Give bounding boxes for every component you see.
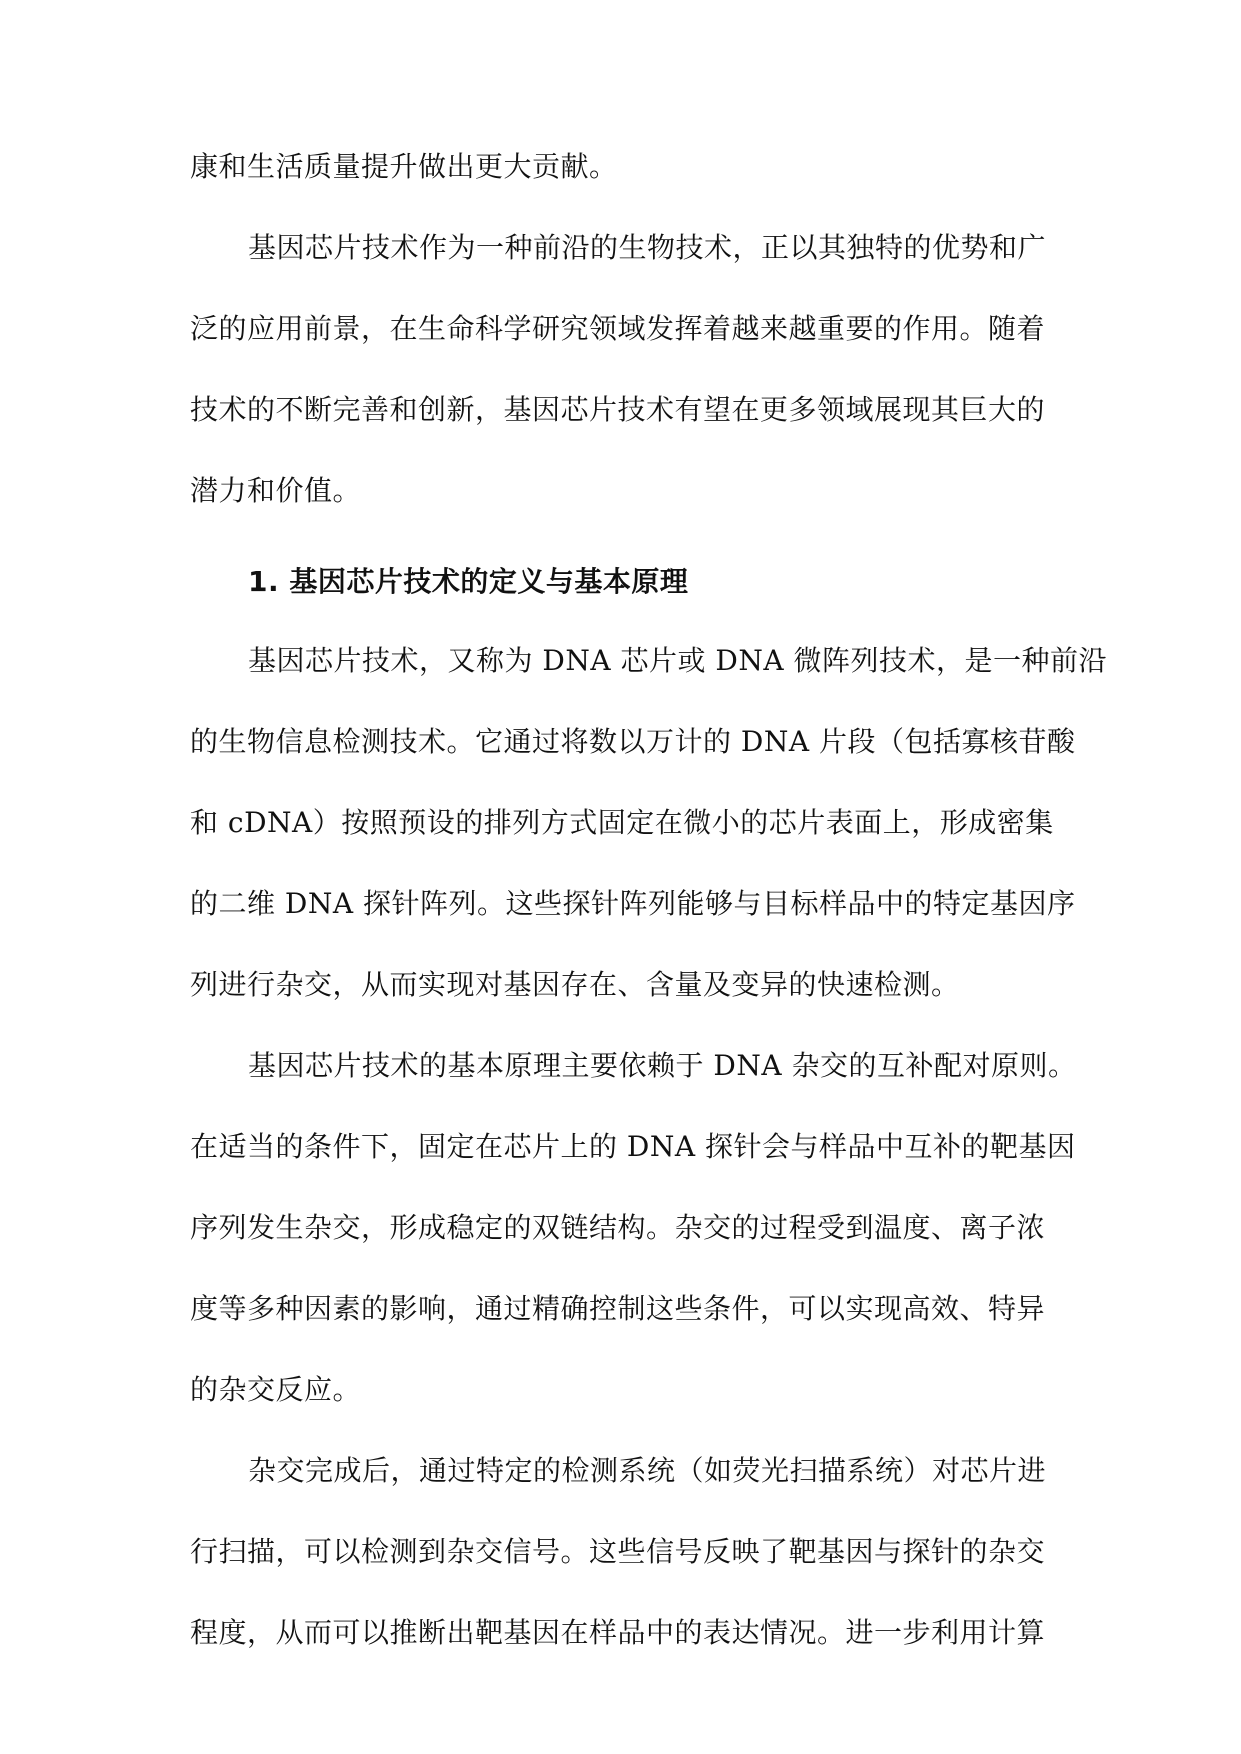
- paragraph-line: 基因芯片技术作为一种前沿的生物技术，正以其独特的优势和广: [248, 231, 1047, 264]
- paragraph-line: 行扫描，可以检测到杂交信号。这些信号反映了靶基因与探针的杂交: [190, 1535, 1046, 1568]
- paragraph-line: 基因芯片技术，又称为 DNA 芯片或 DNA 微阵列技术，是一种前沿: [248, 644, 1107, 677]
- paragraph-line: 列进行杂交，从而实现对基因存在、含量及变异的快速检测。: [190, 968, 960, 1001]
- paragraph-line: 的杂交反应。: [190, 1373, 362, 1406]
- paragraph-line: 程度，从而可以推断出靶基因在样品中的表达情况。进一步利用计算: [190, 1616, 1046, 1649]
- paragraph-line: 度等多种因素的影响，通过精确控制这些条件，可以实现高效、特异: [190, 1292, 1046, 1325]
- section-heading: 1. 基因芯片技术的定义与基本原理: [248, 565, 689, 598]
- paragraph-line: 和 cDNA）按照预设的排列方式固定在微小的芯片表面上，形成密集: [190, 806, 1054, 839]
- paragraph-line: 基因芯片技术的基本原理主要依赖于 DNA 杂交的互补配对原则。: [248, 1049, 1077, 1082]
- paragraph-line: 康和生活质量提升做出更大贡献。: [190, 150, 618, 183]
- paragraph-line: 序列发生杂交，形成稳定的双链结构。杂交的过程受到温度、离子浓: [190, 1211, 1046, 1244]
- paragraph-line: 泛的应用前景，在生命科学研究领域发挥着越来越重要的作用。随着: [190, 312, 1046, 345]
- paragraph-line: 潜力和价值。: [190, 474, 362, 507]
- paragraph-line: 在适当的条件下，固定在芯片上的 DNA 探针会与样品中互补的靶基因: [190, 1130, 1076, 1163]
- paragraph-line: 的二维 DNA 探针阵列。这些探针阵列能够与目标样品中的特定基因序: [190, 887, 1076, 920]
- paragraph-line: 技术的不断完善和创新，基因芯片技术有望在更多领域展现其巨大的: [190, 393, 1046, 426]
- paragraph-line: 杂交完成后，通过特定的检测系统（如荧光扫描系统）对芯片进: [248, 1454, 1047, 1487]
- paragraph-line: 的生物信息检测技术。它通过将数以万计的 DNA 片段（包括寡核苷酸: [190, 725, 1076, 758]
